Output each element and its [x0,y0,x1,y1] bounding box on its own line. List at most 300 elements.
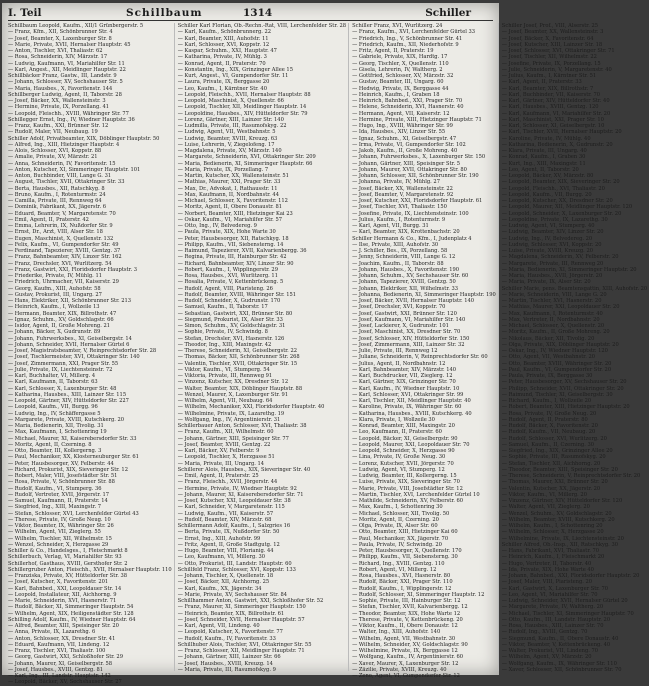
directory-entry: — Rudolf, Kaufm., VI, Stumperg. 36 [8,485,102,492]
directory-entry: — Josef, Lackierer, X, Gudrunstr. 101 [352,323,449,329]
directory-entry: — Friederike, Private, IV, Mühlg. 11 [8,273,102,279]
directory-entry: — Gustav, Prokurist, III, Ungarg. 27 [8,291,102,298]
directory-entry: Schillerhof, Gasthaus, XVIII, Gersthofer Str. 2 [8,560,128,567]
directory-entry: — Magdalena, Schneiderin, XV, Felberstr. 20 [501,254,619,261]
directory-entry: — Norbert, Beamter, XIII, Hietzinger Kai 23 [177,210,293,217]
directory-entry: — Wolfgang, Ing., IV, Argentinierstr. 31 [177,416,281,423]
directory-entry: — Lorenz, Gärtner, XIII, Lainzer Str. 140 [177,116,284,123]
directory-entry: — Peter, Hausbesorger, XII, Ratschkyg. 18 [177,235,289,242]
directory-entry: — Franz, Kaufm., XVI, Lerchenfelder Gürtel 33 [352,29,476,36]
directory-entry: — Raimund, Tapezierer, XVII, Kalvarienbergg. 36 [177,248,307,254]
directory-entry: — Rudolf, Maler, VII, Neubaug. 19 [8,129,98,136]
directory-entry: — Josefine, Private, IX, Porzellang. 15 [501,60,601,67]
directory-entry: — Lina, Private, IV, Große Neug. 30 [352,454,446,461]
directory-entry: — Max, Vertreter, II, Nordbahnstr. 20 [501,316,600,323]
directory-entry: — Franz, Tischler, XVI, Thaliastr. 100 [8,648,106,654]
directory-entry: — Hermann, Beamter, XIX, Billrothstr. 47 [8,310,117,317]
directory-entry: — Josef, Drechsler, XVI, Koppstr. 70 [352,304,446,311]
directory-entry: Schillfeld Franz, Schlosser, XVI, Koppstr. 133 [177,566,296,573]
directory-entry: — Olga, Private, IX, Alser Str. 60 [352,523,438,529]
directory-entry: — Franz, Maurer, XI, Simmeringer Hauptstr. 150 [177,604,306,611]
directory-entry: — Josef, Magistratsbeamter, V, Reinprechtsdorfer Str. 28 [8,348,157,354]
directory-entry: — Josef, Zimmermann, XXI, Prager Str. 55 [8,360,119,367]
directory-entry: — Josef, Schlosser, XVI, Ottakringer Str. 71 [501,48,615,54]
directory-entry: — Theodor, Beamter, XIII, Speisinger Str. 20 [501,466,618,473]
directory-entry: — Walter, Beamter, XIX, Döblinger Hauptstr. 88 [177,385,303,392]
directory-entry: — Leopold, Bäcker, XI, Geiselbergstr. 90 [352,435,458,442]
directory-entry: — Philipp, Kaufm., VII, Siebensterng. 30 [352,554,458,561]
directory-entry: — Viktor, Kaufm., VI, Stumperg. 54 [177,366,270,373]
directory-entry: — Karl, Kaufmann, VI, Mariahilfer Str. 20 [501,110,611,117]
directory-entry: — Julie, Schneiderin, V, Margaretenstr. 40 [501,66,612,73]
directory-entry: — Wolfgang, Kaufm., IX, Währinger Str. 110 [501,660,617,667]
directory-entry: — Rosa, Private, IV, Große Neug. 20 [501,410,597,417]
directory-entry: — Laura, Private, IX, Berggasse 20 [177,79,270,86]
running-head-right: Schiller [425,7,471,19]
directory-entry: — Joachim, Kaufm., II, Taborstr. 88 [352,260,444,267]
directory-entry: — Hermine, Private, IV, Wiedner Hauptstr. 92 [177,485,297,492]
directory-entry: — Ludwig, Beamter, XIV, Linzer Str. 20 [501,229,604,236]
directory-entry: — Moritz, Agent, II, Czerning. 8 [8,441,92,448]
directory-entry: — Karl, Maschinist, XXI, Prager Str. 10 [501,116,604,123]
directory-entry: — Otto, Beamter, III, Kollergerng. 3 [8,448,102,454]
directory-entry: — Mathilde, Schneiderin, XV, Felberstr. 60 [352,498,464,504]
directory-entry: — Anna, Schneiderin, IV, Favoritenstr. 15 [8,160,116,167]
directory-entry: — Alfred, Ing., XIII, Hietzinger Hauptstr. 4 [8,141,120,148]
directory-entry: — Ignaz, Schuhm., XI, Geiselbergstr. 47 [352,135,457,142]
directory-entry: — Karl, Gärtner, XIX, Grinzinger Str. 70 [352,379,456,386]
directory-entry: — Heinrich, Beamter, XIX, Billrothstr. 61 [177,610,285,617]
directory-entry: — Paul, Mechaniker, XX, Klosterneuburger Str. 61 [8,454,139,461]
directory-entry: — Johann, Fuhrwerksbes., XI, Geiselbergstr. 14 [8,335,132,342]
column-2 [178,23,349,671]
directory-entry: — Karl, Kaufm., XX, Jägerstr. 34 [177,585,262,592]
directory-entry: — Rudolf, Beamter, XIV, Märzstr. 68 [177,516,272,523]
directory-entry: — Klara, Private, III, Ungarg. 40 [501,148,587,154]
directory-entry: — Leopold, Installateur, XII, Aichhorng. 9 [8,591,117,598]
directory-entry: — Karl, Beamter, XIII, Auhofstr. 11 [177,35,269,42]
directory-entry: — Otto, Kaufm., III, Landstr. Hauptstr. 20 [501,616,611,623]
directory-entry: — Karoline, Private, IV, Mühlg. 40 [501,135,591,142]
directory-entry: — Eduard, Beamter, V, Margaretenstr. 70 [8,210,116,217]
directory-entry: — Berta, Hausbes., XII, Ratschkyg. 8 [8,185,105,192]
directory-entry: — Karl, Schneider, V, Margaretenstr. 115 [177,504,285,511]
directory-entry: — Peter, Hausbesorger, XV, Sechshauser Str. 20 [501,379,627,386]
directory-entry: — Mathias, Maurer, XXI, Prager Str. 33 [177,179,281,186]
directory-entry: — Rudolf, Agent, VIII, Piaristeng. 26 [177,285,273,292]
directory-entry: — Rudolf, Bäcker, XI, Simmeringer Hauptstr. 54 [8,604,134,611]
directory-entry: — Emil, Agent, II, Praterstr. 42 [8,216,89,223]
directory-entry: — Karl, Hausbes., XVIII, Gentzg. 120 [501,104,599,111]
directory-entry: — Katharina, Private, IV, Mühlg. 3 [177,54,267,61]
directory-entry: — Josef, Bäcker, X, Favoritenstr. 64 [501,35,594,42]
directory-entry: — Paula, Private, IX, Berggasse 30 [501,373,593,379]
directory-entry: — Theodor, Ing., XIII, Maxingstr. 42 [177,341,272,348]
directory-entry: — Stefan, Drechsler, XVI, Hasnerstr. 126 [177,335,285,342]
directory-entry: — Maria, Private, III, Ungarg. 14 [177,460,265,467]
directory-entry: Schiller Adolf, Privatbeamter, XIX, Döblinger Hauptstr. 50 [8,135,160,142]
directory-entry: — Stefan, Schlosser, XVI, Lerchenfelder Gürtel 43 [8,510,139,517]
directory-entry: — Franz, Kaufm., XXI, Brünner Str. 12 [8,123,109,129]
directory-entry: — Viktor, Kaufm., II, Obere Donaustr. 12 [352,623,458,629]
directory-entry: — Franz, Kaufm., XII, Wilhelmstr. 60 [177,429,274,436]
directory-entry: — Leopold, Tischler, XII, Meidlinger Hauptstr. 14 [177,104,307,111]
directory-entry: — Karl, Buchdrucker, VII, Zieglerg. 12 [352,373,453,379]
directory-entry: — Rudolf, Agent, II, Praterstr. 80 [501,416,588,423]
directory-entry: — Magdalena, Private, XV, Märzstr. 140 [177,148,282,154]
directory-entry: — Marie, Private, XVII, Hernalser Hauptstr. 45 [8,41,131,48]
directory-entry: — Ludwig, Agent, VI, Stumperg. 12 [352,466,445,473]
directory-entry: — Max, Kaufmann, I, Rotenturmstr. 40 [501,310,603,317]
directory-entry: — Moritz, Agent, II, Czerning. 20 [352,516,439,523]
directory-entry: — Josef, Bäcker, XII, Aichhorng. 25 [177,579,270,586]
page-header [8,7,493,21]
directory-entry: — Emma, Lehrerin, IX, Nußdorfer Str. 9 [8,223,113,229]
directory-entry: — Franziska, Private, XV, Hütteldorfer Str. 38 [8,573,128,579]
directory-entry: — Rudolf, Kaufm., I, Wipplingerstr. 12 [352,585,452,592]
directory-entry: — Franz, Drechsler, XVI, Wurlitzerg. 54 [8,260,112,267]
directory-entry: — Wilhelm, Agent, VII, Neubaug. 64 [177,398,273,404]
directory-entry: — Paul, Mechaniker, XX, Jägerstr. 70 [352,535,449,542]
directory-entry: — Xaver, Maurer, X, Laxenburger Str. 12 [352,660,459,667]
entry-columns [8,23,648,686]
directory-entry: Schiller Marie, pens. Beamtensgattin, XIII, Auhofstr. 20 [501,285,648,292]
directory-entry: — Hugo, Beamter, VIII, Florianig. 44 [177,548,274,554]
directory-entry: — Ludwig, Agent, VII, Westbahnstr. 5 [177,129,276,136]
directory-entry: — Karl, Schlosser, X, Laxenburger Str. 48 [8,385,117,392]
directory-entry: — Johann, Elektriker, XII, Wilhelmstr. 33 [352,285,459,292]
directory-entry: — Ludwig, Kaufmann, VI, Mariahilfer Str. 11 [8,60,125,67]
directory-entry: — Josef, Maler, VIII, Piaristeng. 20 [501,579,593,586]
directory-entry: — Karl, Agent, VII, Lindeng. 40 [177,623,260,629]
directory-entry: — Julius, Agent, II, Nordbahnstr. 12 [352,360,446,367]
directory-entry: Schiller Franz, XVI, Wurlitzerg. 24 [352,23,443,29]
directory-entry: — Josef, Hausbes., XVIII, Gentzg. 81 [8,666,104,673]
directory-entry: — Siegfried, Ing., XIX, Grinzinger Allee 20 [501,448,613,454]
directory-entry: — Mathias, Maurer, XXI, Leopoldauer Str. 20 [501,304,620,311]
directory-entry: — Alfred, Beamter, XIII, Speisinger Str. 20 [8,623,119,629]
directory-entry: — Leopold, Gärtner, XIV, Hütteldorfer Str. 227 [8,398,129,404]
directory-entry: — Kurt, Angest., VI, Gumpendorfer Str. 11 [177,73,289,79]
directory-entry: — Wilhelm, Tischler, XII, Wilhelmstr. 15 [8,535,112,542]
directory-entry: — Berta, Private, IX, Nußdorfer Str. 50 [177,529,280,536]
directory-entry: Schiller Alfred, Ob.-Insp., XII, Ratschkyg. 30 [501,541,618,548]
directory-entry: — Otto, Prokurist, III, Landstr. Hauptstr. 60 [177,560,292,567]
directory-entry: — Wilhelmine, Private, IX, Lazarethg. 19 [177,410,285,417]
directory-entry: Schillerbauer Anton, Schlosser, XVI, Thaliastr. 38 [177,423,307,429]
directory-entry: — Karl, Gastwirt, X, Laxenburger Str. 70 [501,585,608,592]
directory-entry: — Leopold, Maurer, XII, Meidlinger Hauptstr. 120 [501,204,633,211]
directory-entry: — Leopold, Schneider, X, Herzgasse 90 [352,448,455,454]
directory-entry: — Johann, Maurer, XVII, Ottakringer Str. 80 [352,166,467,173]
directory-entry: — Leo, Kaufmann, II, Praterstr. 60 [352,429,442,436]
directory-entry: — Rosalia, Private, V, Kettenbrückeng. 5 [177,279,284,286]
directory-entry: — Peter, Hausbesorger, X, Quellenstr. 170 [352,548,462,554]
directory-entry: — Paula, Private, IV, Schwindg. 20 [352,541,442,548]
directory-entry: — Paula, Private, XIX, Hohe Warte 30 [177,229,276,236]
directory-entry: — Hugo, Vertreter, II, Taborstr. 40 [501,560,592,567]
directory-entry: — Heinrich, Kaufm., I, Wollzeile 13 [8,304,100,311]
directory-entry: Schillermann Adolf, Kaufm., I, Salzgries 16 [177,523,291,529]
directory-entry: — Josef, Schlosser, XIV, Hütteldorfer Str. 150 [352,335,470,342]
directory-entry: — Rudolf, Bäcker, X, Favoritenstr. 20 [501,423,598,429]
directory-entry: — Leopold, Schneider, X, Laxenburger Str. 20 [501,210,622,217]
directory-entry: — Johann, Tischler, X, Quellenstr. 18 [177,573,274,579]
directory-entry: — Jakob, Kaufm., II, Große Mohreng. 40 [352,148,458,154]
directory-entry: — Leopold, Kutscher, XX, Dresdner Str. 20 [501,198,613,204]
directory-entry: — Karoline, Private, IX, Währinger Str. 60 [352,404,462,411]
directory-entry: — Philipp, Kaufm., VII, Siebensterng. 14 [177,241,284,248]
directory-entry: — Margarete, Private, IV, Waltherg. 20 [501,604,604,611]
directory-entry: — Therese, Schneiderin, XI, Geiselbergstr. 22 [177,348,297,354]
directory-entry: — Rudolf, Beamter, XVIII, Währinger Str. 151 [177,291,297,298]
directory-entry: — Ludwig, Beamter, XVIII, Kreuzg. 63 [177,135,278,142]
directory-entry: — Wilhelm, Beamter, XVIII, Kutschkerg. 20 [501,516,615,523]
directory-entry: — Rosa, Hausbes., XVI, Wurlitzerg. 11 [177,273,278,279]
directory-entry: — Walter, Agent, VII, Zieglerg. 20 [501,504,590,511]
directory-entry: — Robert, Kaufm., I, Wipplingerstr. 29 [177,266,278,273]
directory-entry: — Ludwig, Ing., IV, Schäffergasse 5 [8,410,101,417]
directory-entry: — Gottfried, Schlosser, XV, Märzstr. 32 [352,73,454,79]
directory-entry: — Hedwig, Private, IX, Berggasse 44 [352,85,449,92]
directory-entry: — Michael, Tischler, XI, Simmeringer Hauptstr. 70 [501,610,634,617]
directory-entry: — Karl, Beamter, XIX, Billrothstr. 7 [501,85,594,92]
directory-entry: — Julie, Private, III, Rennweg 12 [352,348,438,354]
directory-entry: — Thomas, Bäcker, XII, Schönbrunner Str. 268 [177,354,300,361]
directory-entry: — Felix, Kaufm., VI, Gumpendorfer Str. 49 [8,241,119,248]
directory-entry: — Karl, Bäcker, XV, Felberstr. 9 [177,448,260,454]
directory-entry: — Leopold, Beamter, XIX, Sieveringer Str. 20 [501,179,620,186]
directory-entry: — Johann, Schlosser, XV, Sechshauser Str. 5 [8,79,123,86]
directory-page [2,3,648,686]
directory-entry: — Gustav, Beamter, III, Ungarg. 60 [352,79,444,86]
directory-entry: — Johann, Fuhrwerksbes., X, Laxenburger Str. 150 [352,154,486,161]
directory-entry: — Stefan, Tischler, XII, Aichhorng. 20 [501,460,601,467]
column-1 [8,23,175,686]
directory-entry: — Isidor, Agent, II, Große Mohreng. 21 [8,323,111,329]
directory-entry: — Richard, Prokurist, XIX, Sieveringer Str. 12 [8,466,128,473]
directory-entry: — Franz, Fleischh., XVII, Jörgerstr. 44 [177,479,278,486]
directory-entry: — Viktor, Beamter, V, Kettenbrückeng. 40 [501,641,611,648]
directory-entry: — J. Schiller, Bes., IX, Porzellang. 58 [352,248,448,254]
directory-entry: — Margarete, Private, III, Rennweg 20 [501,260,604,267]
directory-entry: — Ludmilla, Private, III, Rasumofskyg. 22 [177,123,287,129]
directory-entry: — Rudolf, Schlosser, XVI, Wurlitzerg. 20 [501,435,607,442]
directory-entry: — Johann, Gärtner, XIII, Speisinger Str. 77 [177,435,289,442]
directory-entry: — Anton, Schlosser, XX, Dresdner Str. 41 [8,635,116,642]
page-number: 1314 [243,7,273,19]
directory-entry: — Leopold, Tischler, X, Herzgasse 51 [177,454,275,461]
directory-entry: — Luise, Private, XIX, Sieveringer Str. 70 [352,479,460,486]
volume-label: I. Teil [8,7,42,19]
directory-entry: — Therese, Private, IV, Große Neug. 10 [8,516,111,523]
directory-entry: — Oskar, Ing., IV, Wiedner Hauptstr. 120 [501,348,608,354]
directory-entry: — Karl, Beamter, XIX, Krottenbachstr. 20 [352,229,460,236]
directory-entry: — Johann, Maurer, XI, Kaiserebersdorfer Str. 71 [177,491,304,498]
directory-entry: — Johann, Schlosser, XII, Schönbrunner Str. 190 [352,173,479,179]
directory-entry: — Johann, Maurer, XI, Geiselbergstr. 58 [8,660,113,667]
directory-entry: — Ida, Hausbes., XIV, Linzer Str. 55 [352,129,446,136]
directory-entry: — Maria, Private, IX, Porzellang. 7 [177,166,269,173]
directory-entry: — Oskar, Kaufm., VI, Mariahilfer Str. 57 [177,216,282,223]
directory-entry: — Karl, Buchbinder, VII, Kaiserstr. 70 [501,91,600,98]
directory-entry: — Xaver, Schlosser, XII, Schönbrunner Str. 70 [501,666,622,673]
directory-entry: — Martin, Tischler, XVI, Lerchenfelder Gürtel 10 [352,491,480,498]
directory-entry: — Ludwig, Beamter, III, Kollergerng. 15 [352,473,457,479]
directory-entry: — Michael, Maurer, XI, Kaiserebersdorfer Str. 33 [8,435,137,442]
directory-entry: — Kaspar, Schuhm., XXI, Hauptstr. 47 [177,48,277,54]
directory-entry: — Josef, Kaufmann, VI, Mariahilfer Str. 140 [352,316,466,323]
directory-entry: — Konstantin, Ing., XIX, Grinzinger Allee 15 [177,66,293,73]
directory-entry: — Thomas, Maurer, XXI, Brünner Str. 20 [501,479,608,486]
directory-entry: — Karl, Kaufmann, II, Taborstr. 63 [8,379,98,386]
directory-entry: — Josef, Kutscher, X, Favoritenstr. 201 [8,579,109,586]
directory-entry: — Wilhelm, Agent, VII, Zieglerg. 55 [8,529,101,536]
directory-entry: — Luise, Lehrerin, V, Ziegelofeng. 17 [177,141,275,148]
directory-entry: — Wilhelm, Schlosser, X, Herzgasse 20 [501,529,604,536]
directory-entry: — Wenzel, Schuhm., XV, Goldschlagstr. 20 [501,510,612,517]
directory-entry: — Gabriele, Private, XIX, Hardtg. 17 [352,54,448,61]
directory-entry: — Josef, Beamter, XVIII, Gentzg. 22 [177,441,271,448]
directory-entry: — Josef, Beamter, V, Margaretenstr. 92 [352,191,454,198]
directory-entry: — Josef, Kutscher, XIII, Lainzer Str. 18 [501,41,603,48]
directory-entry: — Leopold, Kaufm., VII, Burgg. 96 [8,404,98,411]
directory-entry: — Paul, Kaufm., VI, Gumpendorfer Str. 20 [501,366,612,373]
directory-entry: — Rosa, Hausbes., XIII, Lainzer Str. 70 [501,623,604,629]
directory-entry: — Siegmund, Prokurist, IX, Alser Str. 33 [177,316,283,323]
directory-entry: Schillergruber Anton, Fleischh., XVII, Hernalser Hauptstr. 110 [8,566,172,573]
directory-entry: — Peter, Hausbesorger, XV, Felberstr. 44 [8,460,114,467]
directory-entry: — Wilhelm, Agent, XIX, Heiligenstädter Str. 128 [8,610,134,617]
directory-entry: — Vinzenz, Gärtner, XIV, Hütteldorfer Str. 120 [501,498,623,504]
directory-entry: — Therese, Schneiderin, V, Reinprechtsdorfer Str. 20 [501,473,641,479]
directory-entry: — Karl, Schlosser, XVI, Ottakringer Str. 99 [352,391,464,398]
directory-entry: — Fritz, Agent, II, Praterstr. 19 [352,48,434,54]
directory-entry: — Wolfgang, Kaufm., IV, Argentinierstr. 60 [352,654,464,661]
directory-entry: Schillbäcker Franz, Gastw., III, Landstr. 9 [8,73,117,79]
directory-entry: — Hermine, Private, XIII, Hietzinger Hauptstr. 71 [352,116,482,123]
directory-entry: — Karl, Ing., III, Landstr. Hauptstr. 142 [8,673,111,679]
directory-entry: — Richard, Kaufm., I, Wollzeile 20 [501,398,592,404]
directory-entry: — Karl, Angest., XII, Meidlinger Hauptstr. 22 [8,66,126,73]
directory-entry: — Josef, Tischlermeister, XVI, Ottakringer Str. 140 [8,354,140,361]
directory-entry: — Vinzenz, Kutscher, XX, Dresdner Str. 12 [177,379,289,386]
directory-entry: — Leopold, Fleischh., XVI, Thaliastr. 20 [501,185,605,192]
directory-entry: — Siegmund, Kaufm., II, Obere Donaustr. 40 [501,635,619,642]
directory-entry: — Georg, Tischler, X, Quellenstr. 110 [352,60,449,67]
directory-entry: — Bruno, Kaufm., I, Rotenturmstr. 24 [8,191,106,198]
directory-entry: — Konrad, Beamter, XIII, Maxingstr. 20 [352,423,455,429]
directory-entry: — Katharina, Bedienerin, X, Gudrunstr. 20 [501,141,613,148]
directory-entry: — Hermann, Agent, VII, Kaiserstr. 12 [352,110,450,117]
directory-entry: — Karl, Schlosser, XVI, Koppstr. 12 [177,41,270,48]
directory-entry: — Katharina, Hausbes., XVIII, Kutschkerg. 40 [352,410,472,417]
directory-entry: — Eduard, Kaufmann, VII, Lindeng. 12 [8,641,110,648]
directory-entry: — Margarete, Private, XVIII, Kutschkerg. 20 [8,416,125,423]
directory-entry: — Maria, Hausbes., XVII, Jörgerstr. 20 [501,273,603,279]
directory-entry: — Johann, Gärtner, XIII, Speisinger Str. 5 [352,160,461,167]
directory-entry: — Josef, Bäcker, XX, Wallensteinstr. 3 [8,98,106,104]
directory-entry: — Leopold, Bäcker, XV, Sechshauser Str. 27 [8,679,122,686]
directory-entry: — Martin, Kutscher, XX, Wallensteinstr. 51 [177,173,289,179]
directory-entry: — Sophie, Private, III, Hainburger Str. 12 [352,598,461,604]
directory-entry: Schillerer Alois, Hausbes., XIX, Sieveringer Str. 40 [177,466,311,473]
directory-entry: — Rosa, Schneiderin, XIV, Märzstr. 17 [8,54,108,61]
directory-entry: — Anton, Kutscher, XI, Simmeringer Hauptstr. 101 [8,166,141,173]
directory-entry: — Ferdinand, Tapezierer, XVIII, Gentzg. 37 [8,248,121,254]
directory-entry: — Josef, Bäcker, XX, Wallensteinstr. 22 [352,185,453,192]
directory-entry: — Richard, Bahnbeamter, XIV, Linzer Str. 90 [177,260,294,267]
directory-entry: Schillhammer Anton, Gastwirt, XXI, Schloßhofer Str. 52 [177,598,324,604]
running-head-left: Schillbaum [126,7,203,19]
directory-entry: — Rudolf, Vertreter, XVII, Jörgerstr. 17 [8,491,110,498]
directory-entry: — Josef, Tischler, XII, Wilhelmstr. 22 [501,54,597,61]
directory-entry: — Moritz, Agent, II, Obere Donaustr. 81 [177,204,282,211]
directory-entry: — Regina, Private, III, Hainburger Str. 42 [177,254,287,261]
directory-entry: — Wilhelm, Schneider, XV, Goldschlagstr. 90 [352,641,468,648]
directory-entry: — Franz, Kfm., XII, Schönbrunner Str. 4 [8,29,113,36]
directory-entry: — Ludwig, Agent, VI, Stumperg. 40 [501,223,595,229]
directory-entry: — Max, Dr., Advokat, I, Rathausstr. 11 [177,185,278,192]
directory-entry: — Marie, Private, XV, Sechshauser Str. 84 [177,591,288,598]
directory-entry: — Otto, Ing., IV, Belvedereg. 9 [177,223,257,229]
directory-entry: — Karl, Kaufm., Schönbrunnerg. 22 [177,29,272,36]
directory-entry: — Wilhelm, Agent, VII, Westbahnstr. 30 [352,635,456,642]
directory-entry: — Karl, Bahnbeamter, XIV, Märzstr. 140 [352,366,457,373]
directory-entry: — Karl, Gärtner, XIV, Hütteldorfer Str. 40 [501,98,610,104]
directory-entry: — August, Tischler, XVII, Ottakringer Str. 33 [8,179,125,186]
directory-entry: — Leopold, Kutscher, X, Favoritenstr. 77 [177,629,283,636]
column-4 [502,23,649,671]
directory-entry: — Friedrich, Kaufm., XII, Niederhofstr. 9 [352,41,459,48]
directory-entry: — Heinrich, Kaufm., I, Fleischmarkt 20 [501,554,605,561]
directory-entry: — Otto, Beamter, XVIII, Währinger Str. 20 [501,360,612,367]
directory-entry: — Karl, Buchhalter, VI, Millerg. 4 [8,373,96,379]
directory-entry: — Karl, Agent, VII, Burgg. 31 [352,223,429,229]
directory-entry: — Simon, Schuhm., XV, Goldschlagstr. 31 [177,323,286,329]
directory-entry: — Ludwig, Ing., IV, Belvedereg. 20 [501,235,593,242]
directory-entry: — Richard, Ing., XVIII, Gentzg. 110 [352,560,445,567]
header-rule [8,20,493,21]
directory-entry: — Julie, Private, IX, Liechtensteinstr. 72 [8,366,113,373]
directory-entry: — Moritz, Kaufm., II, Große Mohreng. 20 [501,329,610,336]
directory-entry: — Josef, Beamter, X, Laxenburger Str. 8 [8,35,112,42]
directory-entry: — Karl, Kaufm., IV, Wiedner Hauptstr. 10 [352,385,460,392]
directory-entry: — Anton, Tischler, XVI, Thaliastr. 62 [8,48,103,54]
directory-entry: — Maria, Bedienerin, XII, Tivolig. 31 [8,423,104,429]
directory-entry: Schiller & Co., Handelsges., I, Fleischmarkt 8 [8,548,128,554]
directory-entry: — Josef, Maschinist, XX, Dresdner Str. 70 [352,329,461,336]
directory-entry: — Maria, Bedienerin, XI, Simmeringer Hauptstr. 66 [177,160,313,167]
directory-entry: — Wilhelmine, Private, IX, Liechtensteinstr. 20 [501,535,624,542]
directory-entry: — Leopold, Maschinist, X, Quellenstr. 66 [177,98,284,104]
directory-entry: — Karl, Agent, II, Praterstr. 33 [501,79,582,86]
directory-entry: — Leopold, Fleischh., XVIII, Währinger Str. 77 [8,110,129,117]
directory-entry: — Theodor, Beamter, XIX, Hohe Warte 12 [352,610,461,617]
directory-entry: — Leopold, Maurer, XXI, Leopoldauer Str. 70 [352,441,470,448]
directory-entry: — Marie, Schneiderin, XVI, Hasnerstr. 71 [8,598,117,604]
directory-entry: — Georg, Kaufm., XIII, Auhofstr. 58 [8,285,101,292]
directory-entry: — Josef, Kutscher, XXI, Leopoldauer Str. 38 [177,498,291,504]
directory-entry: — Anna, Private, IX, Lazarethg. 6 [8,629,96,636]
directory-entry: — Josef, Schneider, XVII, Hernalser Hauptstr. 57 [177,616,305,623]
directory-entry: — Ludwig, Schneider, XVII, Hernalser Gürtel 20 [501,598,628,604]
directory-entry: — Friedrich, Uhrmacher, VII, Kaiserstr. 29 [8,279,119,286]
directory-entry: — Samuel, Kaufm., II, Taborstr. 17 [177,304,268,311]
directory-entry: — Josefine, Private, IX, Liechtensteinstr. 100 [352,210,469,217]
directory-entry: — Rudolf, Schneider, X, Gudrunstr. 170 [177,298,281,304]
directory-entry: — Rudolf, Kaufm., IV, Favoritenstr. 33 [177,635,276,642]
